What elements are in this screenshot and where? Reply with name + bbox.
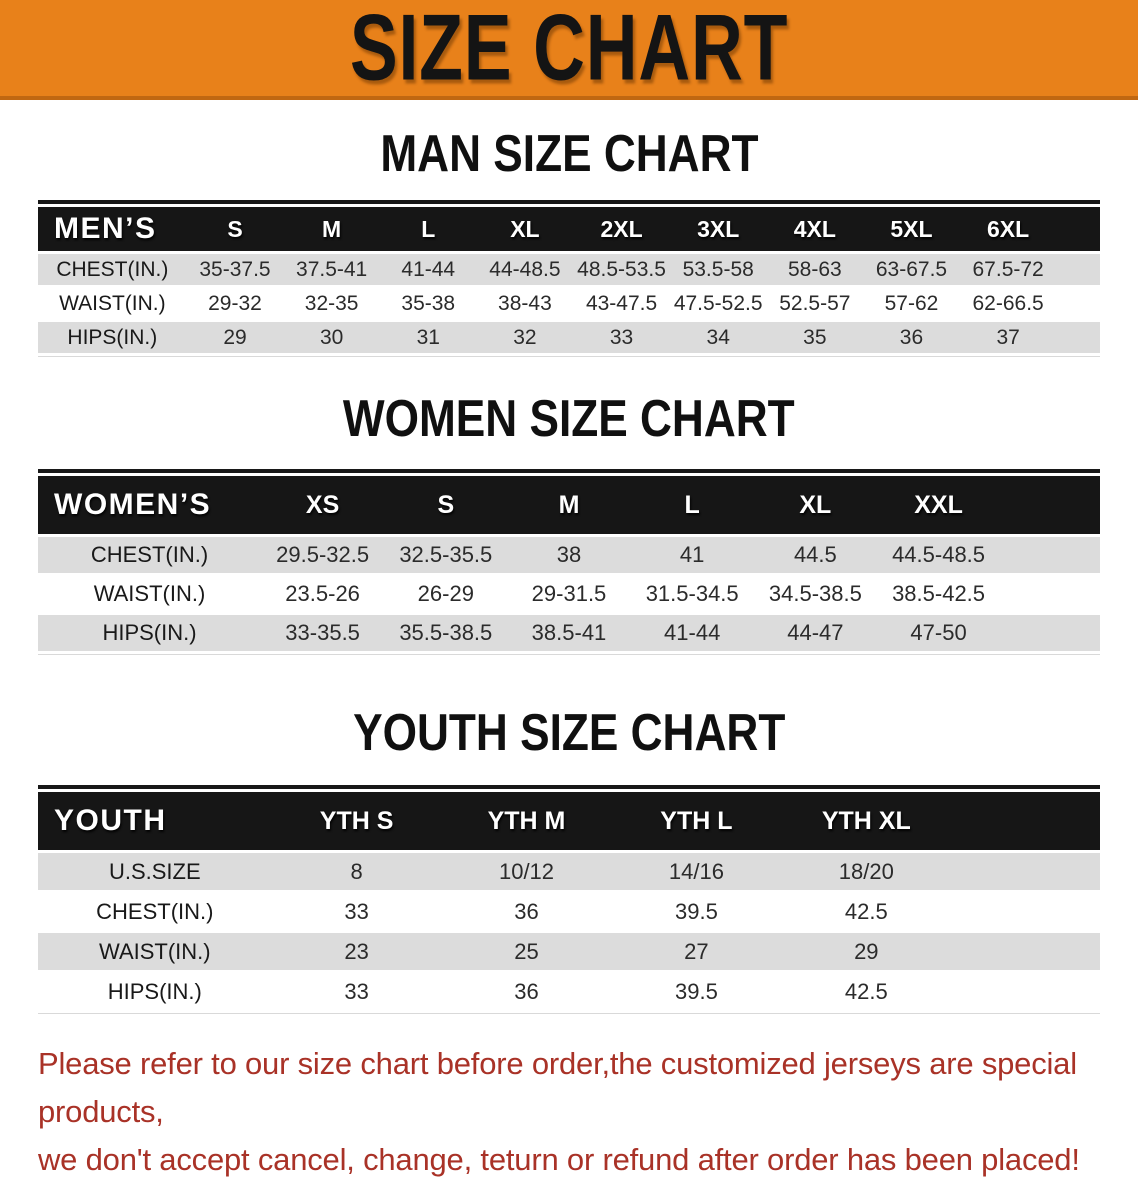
cell-value: 38.5-42.5 (892, 581, 986, 606)
cell-value: 48.5-53.5 (577, 257, 666, 281)
row-label: CHEST(IN.) (96, 898, 214, 924)
cell-value: 36 (899, 325, 924, 349)
cell-value: 34 (706, 325, 730, 349)
cell-value: 41-44 (401, 257, 456, 281)
column-header: M (283, 207, 380, 251)
cell-value: 37.5-41 (296, 257, 368, 281)
header-row (38, 476, 1100, 534)
cell-value: 35 (803, 325, 827, 349)
banner-title-text: SIZE CHART (349, 0, 789, 101)
cell-value: 35.5-38.5 (399, 620, 493, 645)
row-label: HIPS(IN.) (107, 978, 202, 1004)
row-label: WAIST(IN.) (93, 581, 206, 606)
table-head (38, 207, 1100, 251)
cell-value: 34.5-38.5 (768, 581, 862, 606)
row-filler (951, 973, 1100, 1010)
column-header: L (380, 207, 477, 251)
table-body (38, 853, 1100, 1010)
cell-value: 30 (319, 325, 344, 349)
size-charts (0, 125, 1138, 1014)
footer-disclaimer (38, 1040, 1100, 1184)
table-row (38, 537, 1100, 573)
cell-value: 32 (513, 325, 537, 349)
table-head (38, 792, 1100, 850)
column-header: S (384, 476, 507, 534)
row-label: CHEST(IN.) (56, 257, 169, 281)
row-label: HIPS(IN.) (67, 325, 158, 349)
section-heading-men (38, 125, 1100, 183)
cell-value: 33 (344, 978, 369, 1004)
cell-value: 31 (416, 325, 440, 349)
row-filler (951, 853, 1100, 890)
column-header: 2XL (573, 207, 670, 251)
header-filler (951, 792, 1100, 850)
cell-value: 62-66.5 (972, 291, 1044, 315)
cell-value: 29.5-32.5 (276, 542, 370, 567)
cell-value: 23 (344, 938, 369, 964)
row-filler (951, 933, 1100, 970)
row-filler (1000, 615, 1100, 651)
size-section-women (38, 390, 1100, 655)
cell-value: 25 (514, 938, 539, 964)
size-section-youth (38, 704, 1100, 1014)
size-section-men (38, 125, 1100, 357)
cell-value: 26-29 (417, 581, 474, 606)
column-header: YTH S (272, 792, 442, 850)
cell-value: 47-50 (910, 620, 967, 645)
banner (0, 0, 1138, 100)
section-heading-text: YOUTH SIZE CHART (352, 704, 786, 762)
column-header: 4XL (767, 207, 864, 251)
women-size-table (38, 469, 1100, 655)
table-row (38, 853, 1100, 890)
table-row (38, 933, 1100, 970)
row-label: WAIST(IN.) (99, 938, 211, 964)
cell-value: 47.5-52.5 (673, 291, 763, 315)
cell-value: 37 (996, 325, 1020, 349)
table-title: WOMEN’S (38, 476, 261, 534)
column-header: L (631, 476, 754, 534)
row-filler (1000, 537, 1100, 573)
cell-value: 29-32 (208, 291, 262, 315)
youth-size-table (38, 785, 1100, 1014)
column-header: 3XL (670, 207, 767, 251)
table-title: MEN’S (38, 207, 187, 251)
row-label: CHEST(IN.) (90, 542, 209, 567)
row-filler (1056, 254, 1100, 285)
cell-value: 44-48.5 (489, 257, 561, 281)
cell-value: 10/12 (498, 858, 555, 884)
cell-value: 38-43 (498, 291, 552, 315)
cell-value: 18/20 (838, 858, 894, 884)
cell-value: 33 (609, 325, 634, 349)
column-header: XXL (877, 476, 1000, 534)
cell-value: 38 (556, 542, 582, 567)
cell-value: 44.5 (793, 542, 837, 567)
cell-value: 29 (223, 325, 247, 349)
cell-value: 41-44 (664, 620, 721, 645)
cell-value: 39.5 (674, 978, 718, 1004)
cell-value: 52.5-57 (779, 291, 851, 315)
column-header: S (187, 207, 284, 251)
cell-value: 32.5-35.5 (399, 542, 493, 567)
column-header: M (507, 476, 630, 534)
cell-value: 35-37.5 (199, 257, 271, 281)
table-title: YOUTH (38, 792, 272, 850)
cell-value: 67.5-72 (972, 257, 1044, 281)
cell-value: 33-35.5 (285, 620, 360, 645)
row-filler (951, 893, 1100, 930)
row-filler (1000, 576, 1100, 612)
table-head (38, 476, 1100, 534)
cell-value: 8 (350, 858, 363, 884)
row-label: WAIST(IN.) (59, 291, 166, 315)
table-row (38, 893, 1100, 930)
cell-value: 27 (684, 938, 709, 964)
column-header: XL (477, 207, 574, 251)
table-row (38, 322, 1100, 353)
cell-value: 57-62 (884, 291, 939, 315)
banner-title (288, 0, 850, 101)
column-header: 6XL (960, 207, 1057, 251)
footer-line-2: we don't accept cancel, change, teturn or refund after order has been placed! (38, 1142, 1080, 1178)
cell-value: 42.5 (844, 898, 888, 924)
men-size-table (38, 200, 1100, 357)
header-row (38, 792, 1100, 850)
row-label: U.S.SIZE (108, 858, 201, 884)
row-filler (1056, 322, 1100, 353)
header-filler (1056, 207, 1100, 251)
cell-value: 53.5-58 (682, 257, 754, 281)
column-header: YTH L (611, 792, 781, 850)
cell-value: 38.5-41 (531, 620, 607, 645)
cell-value: 29-31.5 (531, 581, 607, 606)
cell-value: 32-35 (304, 291, 359, 315)
column-header: XS (261, 476, 384, 534)
cell-value: 41 (679, 542, 705, 567)
cell-value: 39.5 (674, 898, 718, 924)
table-row (38, 615, 1100, 651)
table-row (38, 973, 1100, 1010)
table-body (38, 254, 1100, 353)
column-header: 5XL (863, 207, 960, 251)
row-filler (1056, 288, 1100, 319)
column-header: YTH XL (781, 792, 951, 850)
row-label: HIPS(IN.) (102, 620, 197, 645)
cell-value: 23.5-26 (285, 581, 360, 606)
table-row (38, 576, 1100, 612)
cell-value: 14/16 (668, 858, 724, 884)
cell-value: 42.5 (844, 978, 888, 1004)
header-filler (1000, 476, 1100, 534)
header-row (38, 207, 1100, 251)
footer-line-1: Please refer to our size chart before order,the customized jerseys are special products, (38, 1046, 1077, 1130)
cell-value: 29 (854, 938, 879, 964)
cell-value: 44.5-48.5 (892, 542, 986, 567)
table-row (38, 254, 1100, 285)
table-row (38, 288, 1100, 319)
column-header: YTH M (442, 792, 612, 850)
cell-value: 43-47.5 (585, 291, 658, 315)
section-heading-women (38, 390, 1100, 448)
cell-value: 31.5-34.5 (645, 581, 739, 606)
table-body (38, 537, 1100, 651)
cell-value: 33 (344, 898, 369, 924)
column-header: XL (754, 476, 877, 534)
section-heading-text: WOMEN SIZE CHART (343, 390, 795, 448)
cell-value: 36 (514, 978, 539, 1004)
cell-value: 58-63 (787, 257, 842, 281)
cell-value: 35-38 (401, 291, 456, 315)
cell-value: 44-47 (787, 620, 844, 645)
section-heading-youth (38, 704, 1100, 762)
section-heading-text: MAN SIZE CHART (379, 125, 759, 183)
cell-value: 36 (514, 898, 539, 924)
cell-value: 63-67.5 (875, 257, 948, 281)
